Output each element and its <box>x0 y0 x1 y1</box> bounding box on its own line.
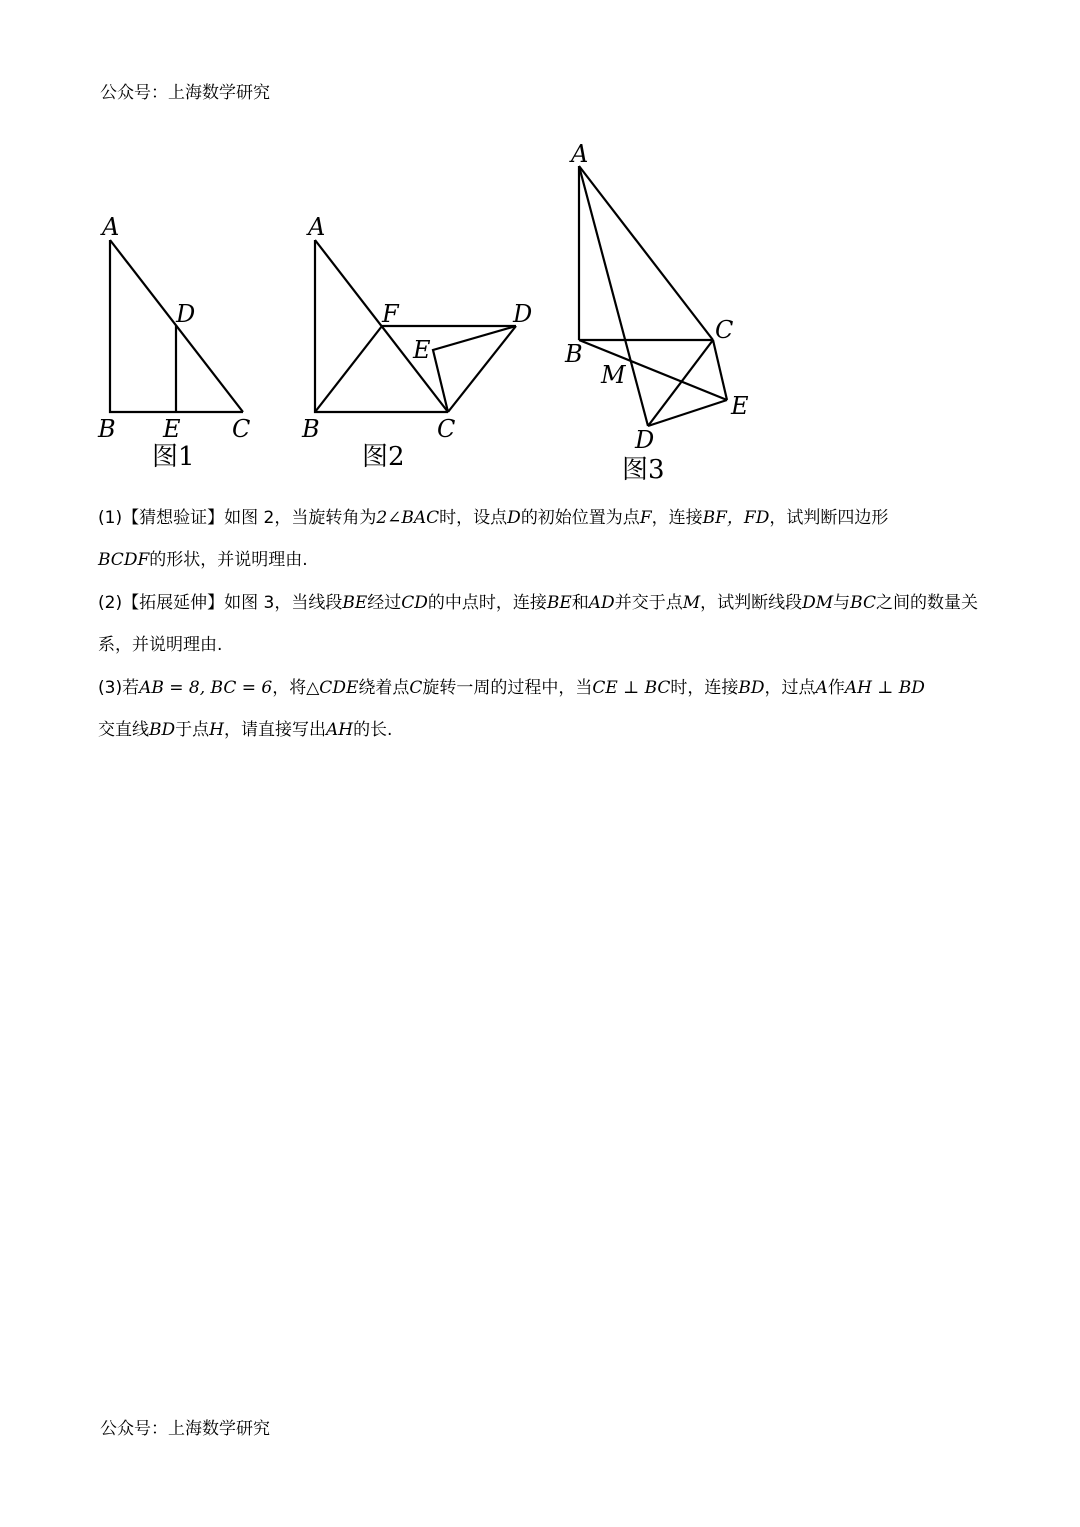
q3-text-6: ，过点 <box>764 678 816 698</box>
fig3-label-d: D <box>635 426 655 454</box>
q3-text-7: 作 <box>827 678 845 698</box>
fig3-label-e: E <box>731 392 749 420</box>
q3-math-7: AH ⊥ BD <box>844 678 925 698</box>
q1-number: (1) <box>98 508 123 528</box>
q1-tag: 【猜想验证】 <box>122 508 225 528</box>
figure-3 <box>564 140 749 485</box>
q1-text-2: 时，设点 <box>439 508 508 528</box>
question-1 <box>98 497 988 581</box>
q3-math-9: H <box>209 720 224 740</box>
q3-text-3: 绕着点 <box>358 678 410 698</box>
q1-text-4: ，连接 <box>651 508 703 528</box>
q2-text-5: 并交于点 <box>614 593 683 613</box>
fig1-label-d: D <box>176 300 196 328</box>
q1-math-5: BCDF <box>98 550 150 570</box>
fig3-label-b: B <box>565 340 583 368</box>
q2-number: (2) <box>98 593 123 613</box>
page-header: 公众号：上海数学研究 <box>100 83 270 103</box>
q3-math-8: BD <box>149 720 176 740</box>
fig2-label-f: F <box>382 300 399 328</box>
q3-math-5: BD <box>738 678 765 698</box>
q3-math-4: CE ⊥ BC <box>592 678 671 698</box>
q2-math-2: CD <box>401 593 428 613</box>
fig2-label-c: C <box>437 415 456 443</box>
q2-text-8: 之间的数量关系，并说明理由. <box>98 593 978 655</box>
q3-math-1: AB = 8, BC = 6 <box>139 678 273 698</box>
q3-math-10: AH <box>325 720 354 740</box>
q2-text-2: 经过 <box>367 593 402 613</box>
geometry-figures <box>90 138 790 490</box>
q3-text-8: 交直线 <box>98 720 149 740</box>
q3-text-5: 时，连接 <box>670 678 739 698</box>
fig2-label-b: B <box>302 415 320 443</box>
figure-1 <box>97 213 250 472</box>
q1-math-3: F <box>639 508 652 528</box>
figure-2 <box>301 213 532 472</box>
fig2-label-a: A <box>308 213 326 241</box>
q2-text-1: 如图 3，当线段 <box>224 593 343 613</box>
q1-text-1: 如图 2，当旋转角为 <box>224 508 377 528</box>
q3-text-11: 的长. <box>353 720 393 740</box>
q3-math-3: C <box>409 678 423 698</box>
q3-math-6: A <box>815 678 828 698</box>
fig2-label-d: D <box>513 300 533 328</box>
fig1-label-b: B <box>98 415 116 443</box>
fig1-label-c: C <box>232 415 251 443</box>
q1-text-6: 的形状，并说明理由. <box>149 550 308 570</box>
q3-text-9: 于点 <box>175 720 210 740</box>
q2-text-6: ，试判断线段 <box>700 593 803 613</box>
fig3-label-m: M <box>601 361 626 389</box>
q2-math-5: M <box>682 593 701 613</box>
fig3-label-a: A <box>571 140 589 168</box>
q3-number: (3) <box>98 678 123 698</box>
q2-text-4: 和 <box>571 593 589 613</box>
q3-text-1: 若 <box>122 678 140 698</box>
question-3 <box>98 667 988 751</box>
q1-text-3: 的初始位置为点 <box>520 508 640 528</box>
question-2 <box>98 582 988 666</box>
fig2-label-e: E <box>413 336 431 364</box>
q2-tag: 【拓展延伸】 <box>122 593 225 613</box>
q1-text-5: ，试判断四边形 <box>769 508 889 528</box>
q1-math-1: 2∠BAC <box>376 508 440 528</box>
fig2-caption: 图2 <box>362 442 405 472</box>
fig1-caption: 图1 <box>152 442 195 472</box>
q3-text-2: ，将 <box>272 678 307 698</box>
q2-text-7: 与 <box>833 593 851 613</box>
q2-math-4: AD <box>588 593 615 613</box>
page-footer: 公众号：上海数学研究 <box>100 1419 270 1439</box>
q3-text-10: ，请直接写出 <box>223 720 326 740</box>
fig1-label-e: E <box>163 415 181 443</box>
q3-math-2: △CDE <box>306 678 359 698</box>
q2-math-1: BE <box>342 593 368 613</box>
q2-math-7: BC <box>850 593 876 613</box>
q2-text-3: 的中点时，连接 <box>427 593 547 613</box>
q1-math-4: BF，FD <box>702 508 770 528</box>
fig3-label-c: C <box>715 316 734 344</box>
q1-math-2: D <box>507 508 521 528</box>
q2-math-3: BE <box>546 593 572 613</box>
q3-text-4: 旋转一周的过程中，当 <box>422 678 593 698</box>
fig1-label-a: A <box>102 213 120 241</box>
q2-math-6: DM <box>802 593 834 613</box>
fig3-caption: 图3 <box>622 455 665 485</box>
